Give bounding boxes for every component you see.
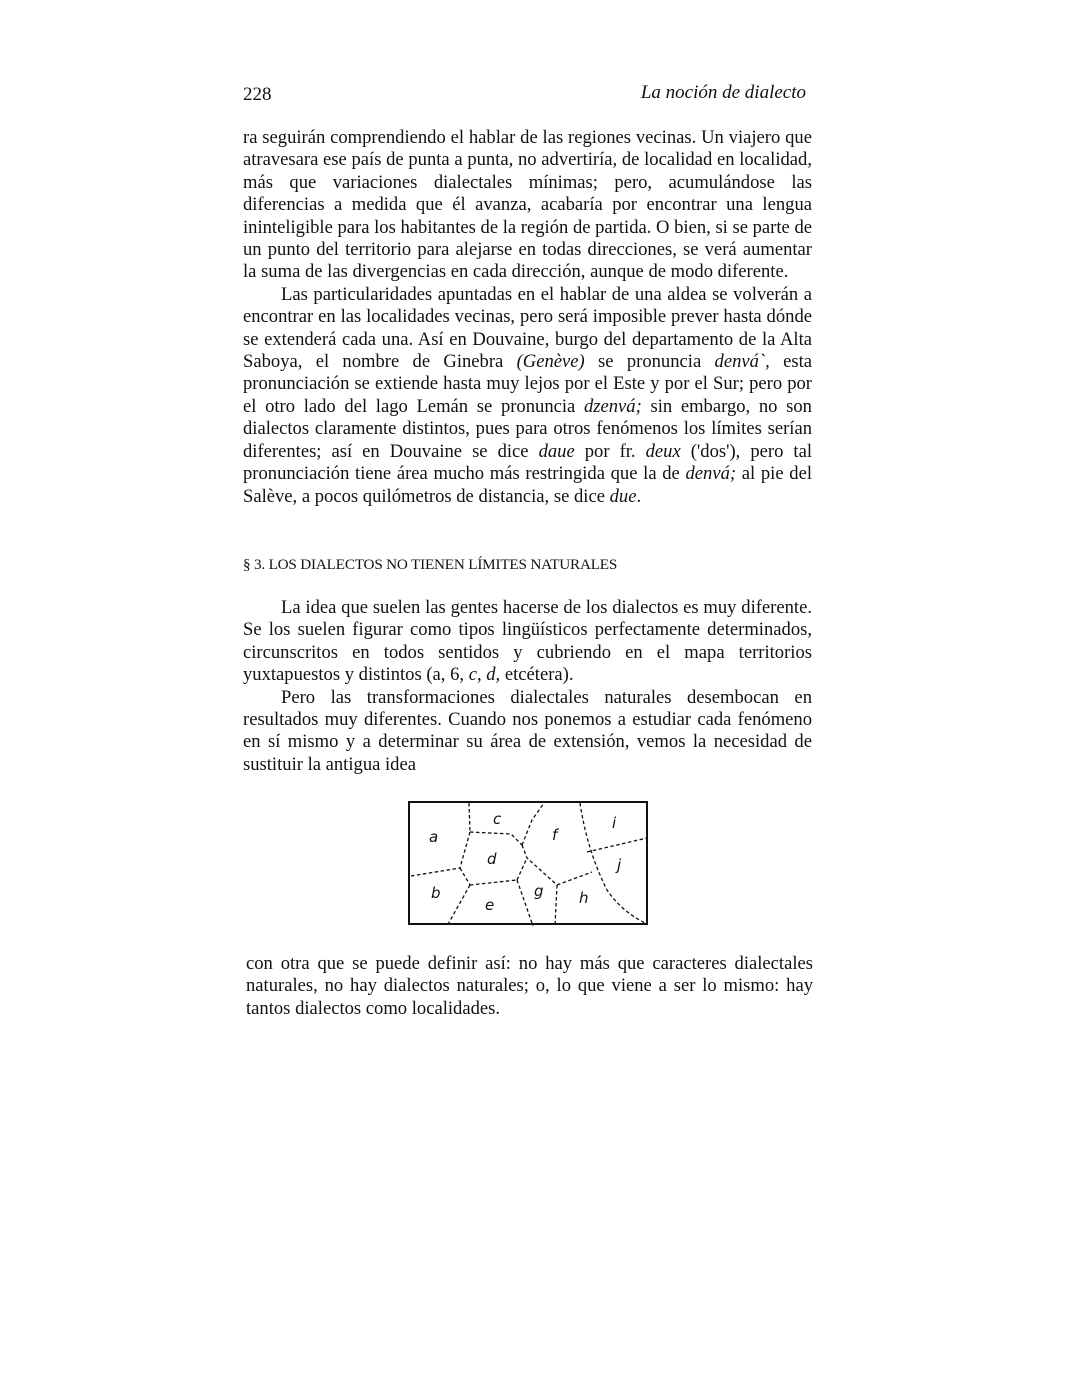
region-label-e: e [485,896,495,914]
paragraph-5: con otra que se puede definir así: no hay más que caracteres dialectales naturales, no hay dialectos naturales; o, lo que viene a ser lo mismo: hay tantos dialectos como localidades. [246,953,813,1019]
body-text-middle [243,597,812,776]
page-number: 228 [243,84,272,105]
dialect-map-svg [407,800,651,928]
paragraph-3: La idea que suelen las gentes hacerse de los dialectos es muy diferente. Se los suelen figurar como tipos lingüísticos perfectamente determinados, circunscritos en todos sentidos y cubriendo en el mapa territorios yuxtapuestos y distintos (a, 6, c, d, etcétera). [243,597,812,686]
paragraph-4: Pero las transformaciones dialectales naturales desembocan en resultados muy diferentes. Cuando nos ponemos a estudiar cada fenómeno en sí mismo y a determinar su área de extensión, vemos la necesidad de sustituir la antigua idea [243,686,812,775]
region-label-i: i [612,814,617,832]
region-label-a: a [429,828,439,846]
body-text-lower [246,953,813,1020]
region-label-j: j [617,856,622,874]
running-title: La noción de dialecto [640,82,806,103]
region-label-g: g [534,882,544,900]
region-label-c: c [493,810,502,828]
section-heading: § 3. LOS DIALECTOS NO TIENEN LÍMITES NATURALES [243,556,618,573]
region-label-b: b [431,884,441,902]
paragraph-1: ra seguirán comprendiendo el hablar de las regiones vecinas. Un viajero que atravesara ese país de punta a punta, no advertiría, de localidad en localidad, más que variaciones dialectales mínimas; pero, acumulándose las diferencias a medida que él avanza, acabaría por encontrar una lengua ininteligible para los habitantes de la región de partida. O bien, si se parte de un punto del territorio para alejarse en todas direcciones, se verá aumentar la suma de las divergencias en cada dirección, aunque de modo diferente. [243,127,812,283]
body-text-upper [243,127,812,508]
region-label-f: f [552,826,558,844]
page-header [243,80,806,108]
dialect-map-figure [407,800,651,928]
paragraph-2: Las particularidades apuntadas en el hablar de una aldea se volverán a encontrar en las localidades vecinas, pero será imposible prever hasta dónde se extenderá cada una. Así en Douvaine, burgo del departamento de la Alta Saboya, el nombre de Ginebra (Genève) se pronuncia denvá`, esta pronunciación se extiende hasta muy lejos por el Este y por el Sur; pero por el otro lado del lago Lemán se pronuncia dzenvá; sin embargo, no son dialectos claramente distintos, pues para otros fenómenos los límites serían diferentes; así en Douvaine se dice daue por fr. deux ('dos'), pero tal pronunciación tiene área mucho más restringida que la de denvá; al pie del Salève, a pocos quilómetros de distancia, se dice due. [243,283,812,507]
region-label-h: h [579,889,589,907]
region-label-d: d [487,850,497,868]
